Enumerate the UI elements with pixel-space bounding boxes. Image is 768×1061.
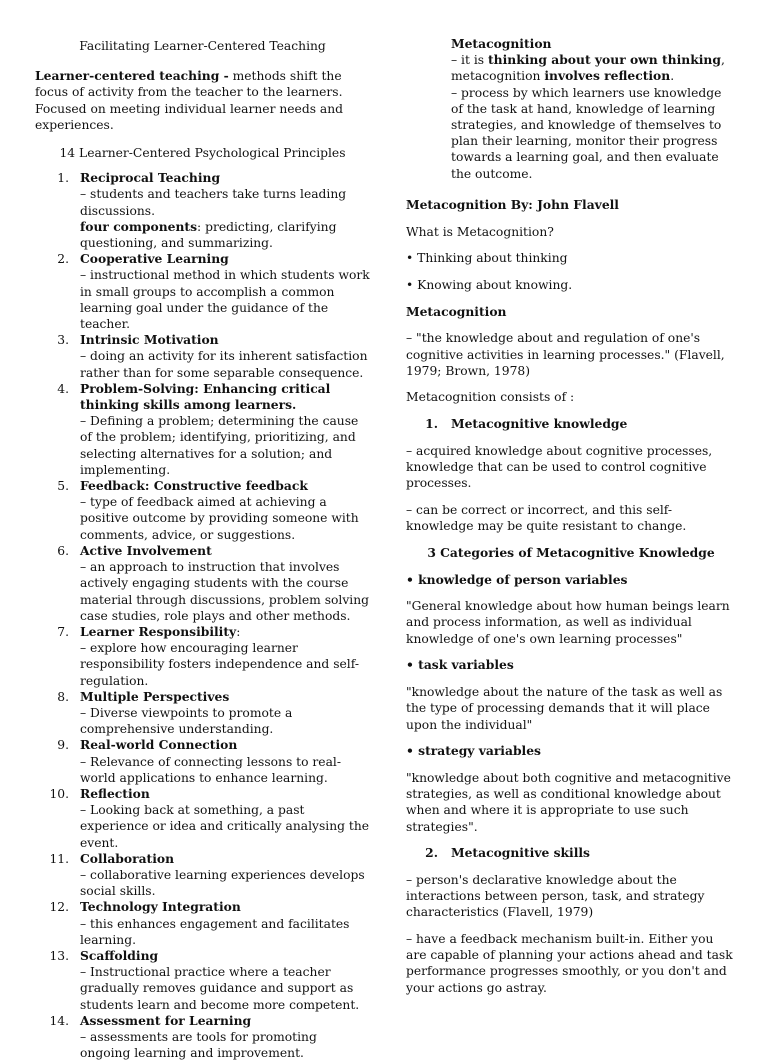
principle-item: [35, 737, 370, 786]
principle-description: – collaborative learning experiences develops social skills.: [80, 867, 365, 899]
skills-description-1: – person's declarative knowledge about the interactions between person, task, and strategy characteristics (Flavell, 1979): [406, 872, 705, 920]
emphasis-thinking: thinking about your own thinking: [488, 52, 721, 68]
list-number: 2.: [425, 845, 438, 861]
definition-text: methods shift the focus of activity from the teacher to the learners. Focused on meeting individual learner needs and experiences.: [35, 69, 344, 132]
text-fragment: .: [670, 69, 675, 84]
left-column: [35, 36, 370, 1061]
principle-title: [80, 332, 370, 348]
principle-title: [80, 251, 370, 267]
right-column: [406, 36, 736, 1006]
components-label: four components: [80, 218, 198, 234]
principle-title-text: Problem-Solving: Enhancing critical thinking skills among learners.: [80, 380, 331, 413]
metacognition-line-2: [451, 68, 736, 84]
principle-item: [35, 851, 370, 900]
principle-title-text: Active Involvement: [80, 542, 212, 558]
task-variables-title: • task variables: [406, 657, 514, 673]
knowledge-description-1: – acquired knowledge about cognitive processes, knowledge that can be used to control cognitive processes.: [406, 443, 713, 491]
principle-number: 2.: [57, 252, 69, 267]
principle-item: [35, 948, 370, 1013]
principle-description: – Defining a problem; determining the cause of the problem; identifying, prioritizing, and selecting alternatives for a solution; and implementing.: [80, 414, 359, 477]
principle-number: 4.: [57, 381, 69, 396]
components-text: : predicting, clarifying questioning, and summarizing.: [80, 219, 337, 251]
principle-title-text: Learner Responsibility: [80, 623, 237, 639]
principle-description: – explore how encouraging learner responsibility fosters independence and self-regulation.: [80, 641, 359, 688]
metacognitive-skills-heading: [406, 845, 736, 861]
principle-title: [80, 689, 370, 705]
bullet-knowing: • Knowing about knowing.: [406, 277, 573, 292]
principle-number: 5.: [57, 479, 69, 494]
principle-title: [80, 381, 370, 413]
principle-number: 10.: [49, 786, 69, 801]
text-fragment: – it is: [451, 53, 488, 68]
person-variables-title: • knowledge of person variables: [406, 571, 628, 587]
skills-description-2: – have a feedback mechanism built-in. Either you are capable of planning your actions ahead and task performance progresses smoothly, or you don't and your actions go astray.: [406, 932, 733, 995]
principle-description: – students and teachers take turns leading discussions.: [80, 187, 347, 218]
principle-components: [80, 219, 370, 251]
knowledge-description-2: – can be correct or incorrect, and this self- knowledge may be quite resistant to change.: [406, 502, 687, 534]
learner-centered-definition: [35, 68, 370, 133]
section-title: Metacognitive skills: [451, 845, 590, 861]
metacognition-line-1: [451, 52, 736, 68]
definition-term: Learner-centered teaching -: [35, 68, 229, 84]
document-title: Facilitating Learner-Centered Teaching: [79, 39, 326, 53]
principle-description: – Relevance of connecting lessons to real-world applications to enhance learning.: [80, 754, 342, 785]
principle-title-text: Collaboration: [80, 850, 175, 866]
principle-title-text: Reciprocal Teaching: [80, 170, 221, 186]
principle-title: [80, 786, 370, 802]
metacognition-heading: Metacognition: [451, 36, 552, 51]
principle-title-text: Reflection: [80, 785, 150, 801]
flavell-heading: Metacognition By: John Flavell: [406, 196, 619, 212]
principle-number: 12.: [49, 900, 69, 915]
principle-item: [35, 332, 370, 381]
categories-title: 3 Categories of Metacognitive Knowledge: [427, 544, 715, 560]
principle-title: [80, 170, 370, 186]
principle-number: 6.: [57, 543, 69, 558]
principle-item: [35, 381, 370, 478]
principle-number: 1.: [57, 171, 69, 186]
principle-title-text: Real-world Connection: [80, 737, 238, 753]
principles-title: 14 Learner-Centered Psychological Principles: [59, 146, 346, 161]
principle-title-text: Intrinsic Motivation: [80, 332, 219, 348]
principle-item: [35, 786, 370, 851]
principle-item: [35, 251, 370, 332]
person-variables-description: "General knowledge about how human beings learn and process information, as well as individual knowledge of one's own learning processes": [406, 599, 730, 646]
principle-title-suffix: :: [236, 624, 241, 639]
principle-title: [80, 1013, 370, 1029]
principle-title: [80, 478, 370, 494]
principle-item: [35, 478, 370, 543]
what-is-question: What is Metacognition?: [406, 224, 554, 239]
principle-number: 14.: [49, 1013, 69, 1028]
section-title: Metacognitive knowledge: [451, 416, 628, 432]
principle-number: 13.: [49, 948, 69, 963]
principles-list: [35, 170, 370, 1061]
principle-description: – Diverse viewpoints to promote a comprehensive understanding.: [80, 705, 293, 737]
principle-item: [35, 899, 370, 948]
principle-title-text: Assessment for Learning: [80, 1012, 252, 1028]
principle-number: 7.: [57, 624, 69, 639]
emphasis-reflection: involves reflection: [544, 68, 671, 84]
principle-title-text: Technology Integration: [80, 899, 241, 915]
principle-title-text: Scaffolding: [80, 947, 159, 963]
flavell-quote: – "the knowledge about and regulation of one's cognitive activities in learning processes." (Flavell, 1979; Brown, 1978): [406, 331, 725, 378]
principle-item: [35, 170, 370, 251]
strategy-variables-description: "knowledge about both cognitive and metacognitive strategies, as well as conditional knowledge about when and where it is appropriate to use such strategies".: [406, 770, 731, 834]
metacognition-intro: [406, 36, 736, 182]
metacognition-heading-2: Metacognition: [406, 303, 507, 319]
principle-description: – assessments are tools for promoting ongoing learning and improvement.: [80, 1029, 317, 1061]
principle-description: – Looking back at something, a past experience or idea and critically analysing the event.: [80, 803, 370, 850]
principle-title: [80, 624, 370, 640]
principle-description: – this enhances engagement and facilitates learning.: [80, 916, 350, 947]
principle-title-text: Feedback: Constructive feedback: [80, 478, 308, 494]
principle-title: [80, 948, 370, 964]
principle-title: [80, 899, 370, 915]
principle-item: [35, 624, 370, 689]
principle-item: [35, 689, 370, 738]
text-fragment: metacognition: [451, 69, 545, 84]
strategy-variables-title: • strategy variables: [406, 743, 541, 759]
principle-description: – instructional method in which students work in small groups to accomplish a common learning goal under the guidance of the teacher.: [80, 268, 370, 332]
principle-number: 11.: [49, 851, 69, 866]
principle-description: – an approach to instruction that involves actively engaging students with the course material through discussions, problem solving case studies, role plays and other methods.: [80, 560, 370, 623]
principle-title-text: Cooperative Learning: [80, 251, 229, 267]
principle-description: – doing an activity for its inherent satisfaction rather than for some separable consequence.: [80, 349, 368, 380]
principle-item: [35, 1013, 370, 1061]
principle-title: [80, 851, 370, 867]
list-number: 1.: [425, 416, 438, 432]
consists-of: Metacognition consists of :: [406, 390, 575, 405]
bullet-thinking: • Thinking about thinking: [406, 251, 568, 266]
principle-number: 3.: [57, 333, 69, 348]
principle-number: 9.: [57, 738, 69, 753]
principle-description: – Instructional practice where a teacher gradually removes guidance and support as students learn and become more competent.: [80, 965, 360, 1012]
task-variables-description: "knowledge about the nature of the task as well as the type of processing demands that it will place upon the individual": [406, 685, 723, 732]
metacognition-process-description: – process by which learners use knowledge of the task at hand, knowledge of learning strategies, and knowledge of themselves to plan their learning, monitor their progress towards a learning goal, and then evaluate the outcome.: [451, 85, 722, 181]
principle-title: [80, 543, 370, 559]
metacognitive-knowledge-heading: [406, 416, 736, 432]
principle-description: – type of feedback aimed at achieving a positive outcome by providing someone with comments, advice, or suggestions.: [80, 495, 359, 542]
principle-title: [80, 737, 370, 753]
text-fragment: ,: [720, 53, 725, 68]
principle-item: [35, 543, 370, 624]
principle-number: 8.: [57, 689, 69, 704]
principle-title-text: Multiple Perspectives: [80, 688, 230, 704]
